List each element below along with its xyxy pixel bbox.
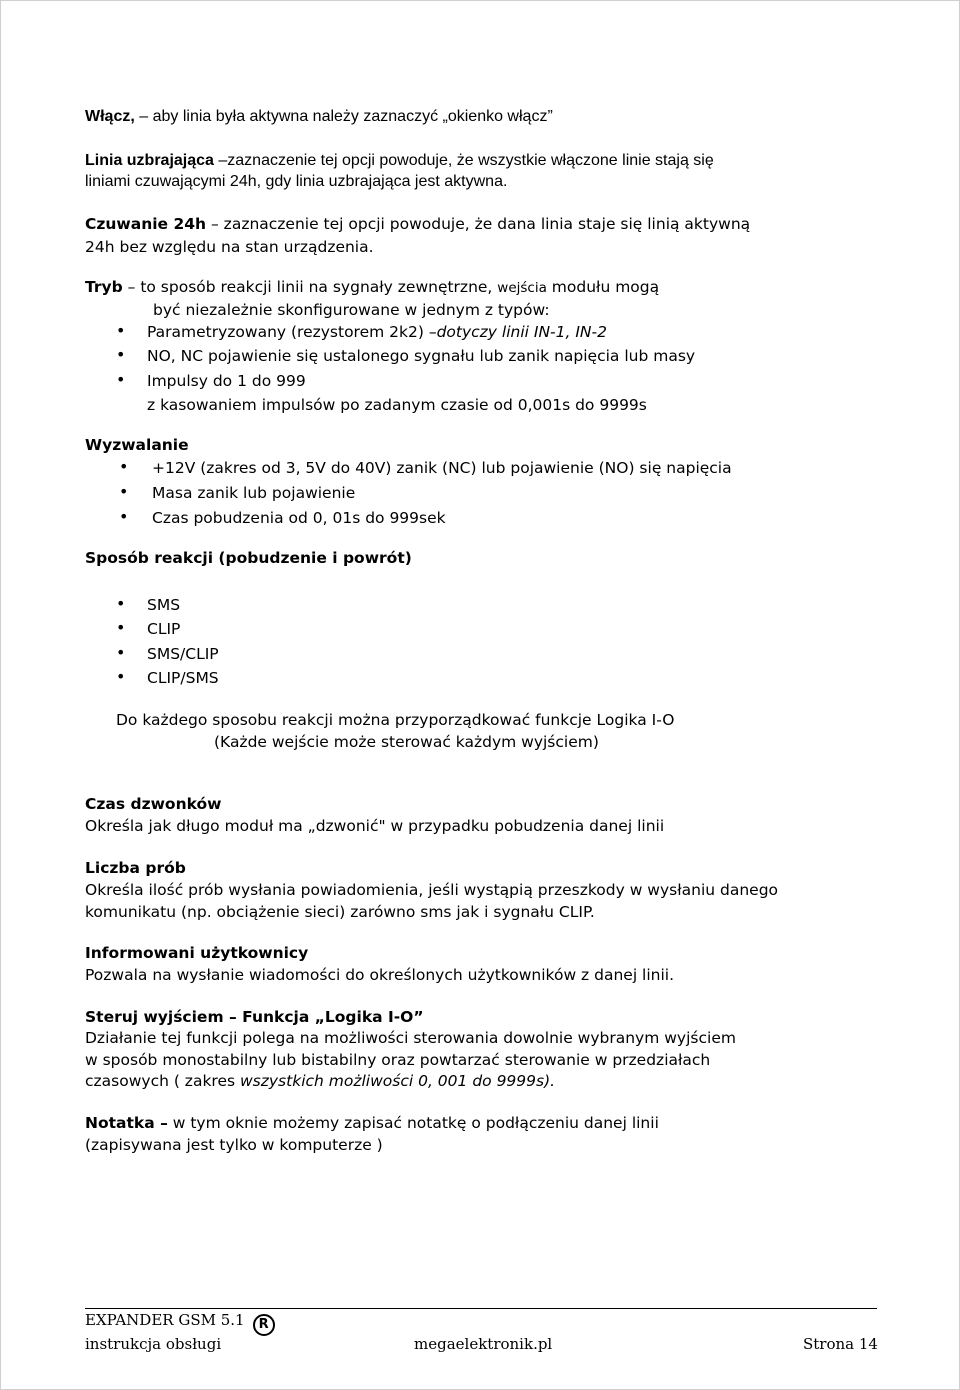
czuwanie-term: Czuwanie 24h <box>85 215 207 233</box>
bullet-icon: • <box>119 507 129 526</box>
czuwanie-text-1: – zaznaczenie tej opcji powoduje, że dana linia staje się linią aktywną <box>206 215 751 233</box>
registered-icon: R <box>253 1314 275 1336</box>
wlacz-term: Włącz, <box>85 108 135 125</box>
bullet-icon: • <box>116 370 126 389</box>
czas-text: Określa jak długo moduł ma „dzwonić" w przypadku pobudzenia danej linii <box>85 817 665 835</box>
sposob-heading-text: Sposób reakcji (pobudzenie i powrót) <box>85 549 412 567</box>
wlacz-text: – aby linia była aktywna należy zaznaczyć „okienko włącz” <box>134 108 553 125</box>
bullet-icon: • <box>116 594 126 613</box>
tryb-item-3-cont: z kasowaniem impulsów po zadanym czasie od 0,001s do 9999s <box>147 396 647 414</box>
bullet-icon: • <box>116 345 126 364</box>
linia-text-1: –zaznaczenie tej opcji powoduje, że wszystkie włączone linie stają się <box>213 152 714 169</box>
footer-page-number: Strona 14 <box>803 1335 878 1353</box>
footer-divider <box>85 1308 877 1309</box>
sposob-item-sms-clip: SMS/CLIP <box>147 645 219 663</box>
sposob-note-1: Do każdego sposobu reakcji można przyporządkować funkcje Logika I-O <box>116 711 675 729</box>
steruj-text-1: Działanie tej funkcji polega na możliwości sterowania dowolnie wybranym wyjściem <box>85 1029 736 1047</box>
notatka-text-2: (zapisywana jest tylko w komputerze ) <box>85 1136 383 1154</box>
tryb-term: Tryb <box>85 278 123 296</box>
footer-product <box>85 1310 275 1336</box>
bullet-icon: • <box>119 457 129 476</box>
linia-paragraph <box>85 151 714 171</box>
tryb-text-1a: – to sposób reakcji linii na sygnały zewnętrzne, <box>122 278 498 296</box>
wyzwalanie-heading <box>85 435 189 455</box>
linia-text-2: liniami czuwającymi 24h, gdy linia uzbrajająca jest aktywna. <box>85 173 508 190</box>
tryb-paragraph <box>85 277 659 298</box>
tryb-item-2: NO, NC pojawienie się ustalonego sygnału lub zanik napięcia lub masy <box>147 347 696 365</box>
czuwanie-paragraph <box>85 214 750 234</box>
footer-site: megaelektronik.pl <box>414 1335 553 1353</box>
footer-manual: instrukcja obsługi <box>85 1335 222 1353</box>
notatka-term: Notatka – <box>85 1114 168 1132</box>
liczba-text-1: Określa ilość prób wysłania powiadomienia, jeśli wystąpią przeszkody w wysłaniu danego <box>85 881 779 899</box>
sposob-item-clip: CLIP <box>147 620 181 638</box>
sposob-item-clip-sms: CLIP/SMS <box>147 669 219 687</box>
tryb-text-2: być niezależnie skonfigurowane w jednym z typów: <box>153 301 550 319</box>
bullet-icon: • <box>116 643 126 662</box>
bullet-icon: • <box>116 618 126 637</box>
linia-term: Linia uzbrajająca <box>85 152 214 169</box>
liczba-heading-text: Liczba prób <box>85 859 186 877</box>
tryb-item-3: Impulsy do 1 do 999 <box>147 372 306 390</box>
notatka-paragraph <box>85 1113 659 1133</box>
wyzwalanie-item-3: Czas pobudzenia od 0, 01s do 999sek <box>152 509 446 527</box>
tryb-item-1-italic: –dotyczy linii IN-1, IN-2 <box>428 323 607 341</box>
czas-heading <box>85 794 221 814</box>
wyzwalanie-heading-text: Wyzwalanie <box>85 436 189 454</box>
liczba-text-2: komunikatu (np. obciążenie sieci) zarówno sms jak i sygnału CLIP. <box>85 903 595 921</box>
tryb-item-1 <box>147 322 607 342</box>
tryb-text-1b: wejścia <box>497 280 547 296</box>
wlacz-paragraph <box>85 107 553 127</box>
informowani-text: Pozwala na wysłanie wiadomości do określonych użytkowników z danej linii. <box>85 966 675 984</box>
bullet-icon: • <box>119 482 129 501</box>
tryb-item-1-plain: Parametryzowany (rezystorem 2k2) <box>147 323 429 341</box>
czas-heading-text: Czas dzwonków <box>85 795 222 813</box>
sposob-item-sms: SMS <box>147 596 181 614</box>
steruj-heading <box>85 1007 424 1027</box>
czuwanie-text-2: 24h bez względu na stan urządzenia. <box>85 238 374 256</box>
sposob-note-2: (Każde wejście może sterować każdym wyjściem) <box>214 733 599 751</box>
steruj-text-2: w sposób monostabilny lub bistabilny oraz powtarzać sterowanie w przedziałach <box>85 1051 711 1069</box>
steruj-text-3 <box>85 1071 555 1091</box>
informowani-heading <box>85 943 308 963</box>
sposob-heading <box>85 548 412 568</box>
footer-product-text: EXPANDER GSM 5.1 <box>85 1311 245 1329</box>
steruj-heading-text: Steruj wyjściem – Funkcja „Logika I-O” <box>85 1008 424 1026</box>
informowani-heading-text: Informowani użytkownicy <box>85 944 309 962</box>
bullet-icon: • <box>116 321 126 340</box>
wyzwalanie-item-1: +12V (zakres od 3, 5V do 40V) zanik (NC) lub pojawienie (NO) się napięcia <box>152 459 732 477</box>
wyzwalanie-item-2: Masa zanik lub pojawienie <box>152 484 356 502</box>
steruj-text-3-plain: czasowych ( zakres <box>85 1072 240 1090</box>
notatka-text-1: w tym oknie możemy zapisać notatkę o podłączeniu danej linii <box>167 1114 659 1132</box>
liczba-heading <box>85 858 186 878</box>
steruj-text-3-italic: wszystkich możliwości 0, 001 do 9999s). <box>240 1072 556 1090</box>
tryb-text-1c: modułu mogą <box>546 278 660 296</box>
bullet-icon: • <box>116 667 126 686</box>
